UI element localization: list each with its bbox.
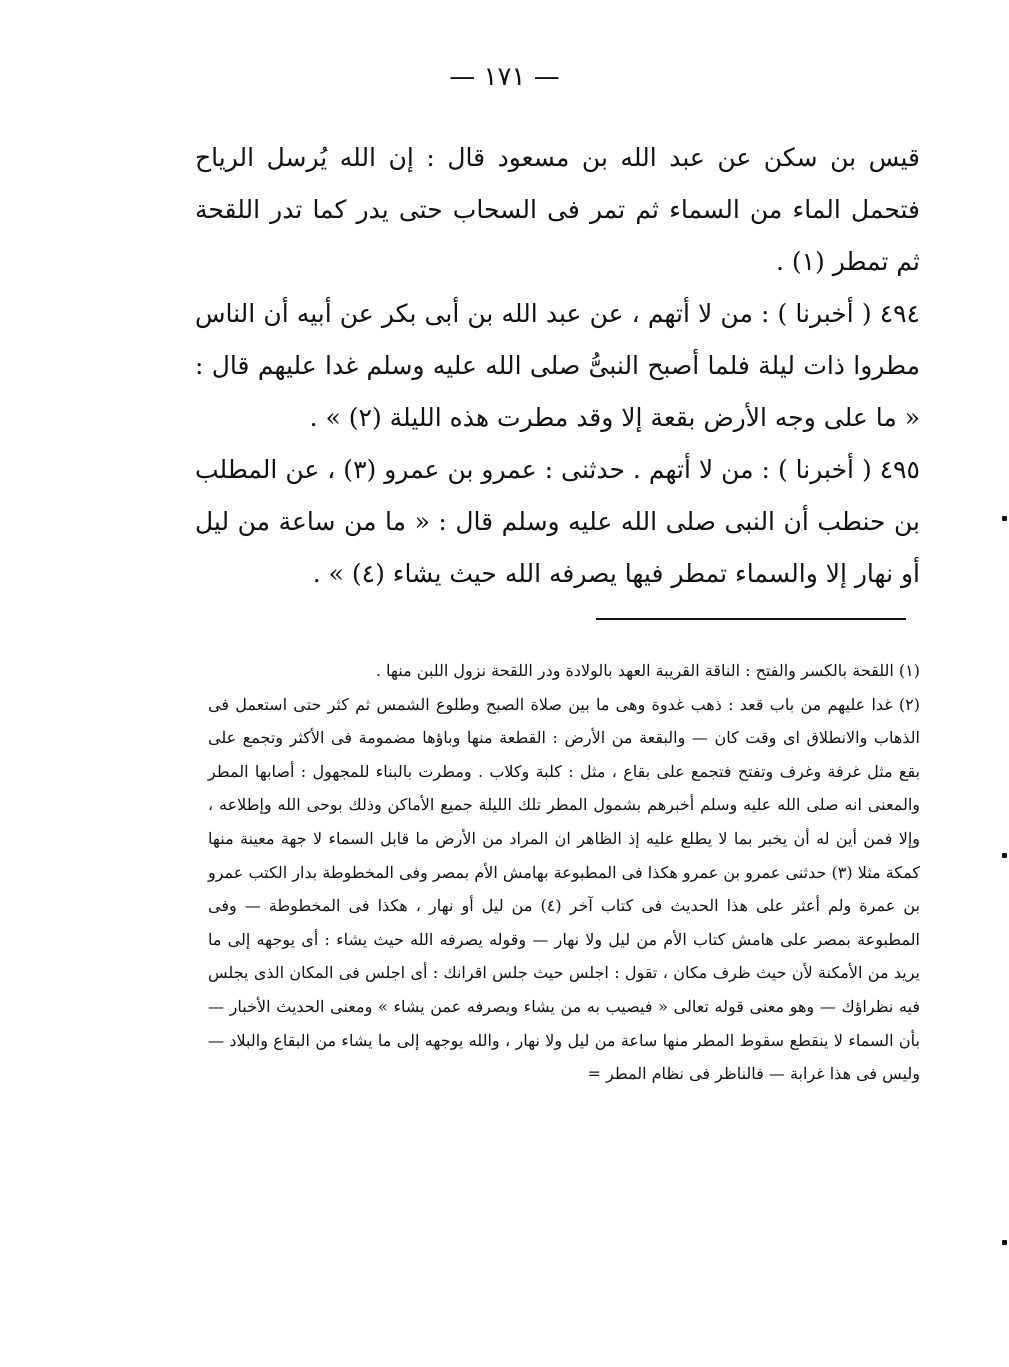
footnote-2-4: (٢) غدا عليهم من باب قعد : ذهب غدوة وهى ما بين صلاة الصبح وطلوع الشمس ثم كثر حتى استعمل فى الذهاب والانطلاق اى وقت كان — والبقعة من الأرض : القطعة منها وباؤها مضمومة فى الأكثر وتجمع على بقع مثل غرفة وغرف وتفتح فتجمع على بقاع ، مثل : كلبة وكلاب . ومطرت بالبناء للمجهول : أصابها المطر والمعنى انه صلى الله عليه وسلم أخبرهم بشمول المطر تلك الليلة جميع الأماكن وذلك بوحى الله وإطلاعه ، وإلا فمن أين له أن يخبر بما لا يطلع عليه إذ الظاهر ان المراد من الأرض ما قابل السماء لا جهة معينة منها كمكة مثلا (٣) حدثنى عمرو بن عمرو هكذا فى المطبوعة بهامش الأم بمصر وفى المخطوطة بدار الكتب عمرو بن عمرة ولم أعثر على هذا الحديث فى كتاب آخر (٤) من ليل أو نهار ، هكذا فى المخطوطة — وفى المطبوعة بمصر على هامش كتاب الأم من ليل ولا نهار — وقوله يصرفه الله حيث يشاء : أى يوجهه إلى ما يريد من الأمكنة لأن حيث ظرف مكان ، تقول : اجلس حيث جلس اقرانك : أى اجلس فى المكان الذى يجلس فيه نظراؤك — وهو معنى قوله تعالى « فيصيب به من يشاء ويصرفه عمن يشاء » ومعنى الحديث الأخبار — بأن السماء لا ينقطع سقوط المطر منها ساعة من ليل ولا نهار ، والله يوجهه إلى ما يشاء من البقاع والبلاد — وليس فى هذا غرابة — فالناظر فى نظام المطر = [208,694,921,1084]
margin-dot [1002,1240,1007,1245]
footnote-separator [596,618,906,620]
page-number: — ١٧١ — [449,62,560,92]
main-text [195,132,920,600]
paragraph-hadith-495: ٤٩٥ ( أخبرنا ) : من لا أتهم . حدثنى : عمرو بن عمرو (٣) ، عن المطلب بن حنطب أن النبى صلى الله عليه وسلم قال : « ما من ساعة من ليل أو نهار إلا والسماء تمطر فيها يصرفه الله حيث يشاء (٤) » . [195,455,920,588]
footnotes [208,654,920,1091]
margin-dot [1002,516,1007,521]
paragraph-narration-qays: قيس بن سكن عن عبد الله بن مسعود قال : إن الله يُرسل الرياح فتحمل الماء من السماء ثم تمر فى السحاب حتى يدر كما تدر اللقحة ثم تمطر (١) . [195,143,920,276]
footnote-1: (١) اللقحة بالكسر والفتح : الناقة القريبة العهد بالولادة ودر اللقحة نزول اللبن منها . [375,661,920,680]
paragraph-hadith-494: ٤٩٤ ( أخبرنا ) : من لا أتهم ، عن عبد الله بن أبى بكر عن أبيه أن الناس مطروا ذات ليلة فلما أصبح النبىُّ صلى الله عليه وسلم غدا عليهم قال : « ما على وجه الأرض بقعة إلا وقد مطرت هذه الليلة (٢) » . [195,299,920,432]
margin-dot [1002,853,1007,858]
